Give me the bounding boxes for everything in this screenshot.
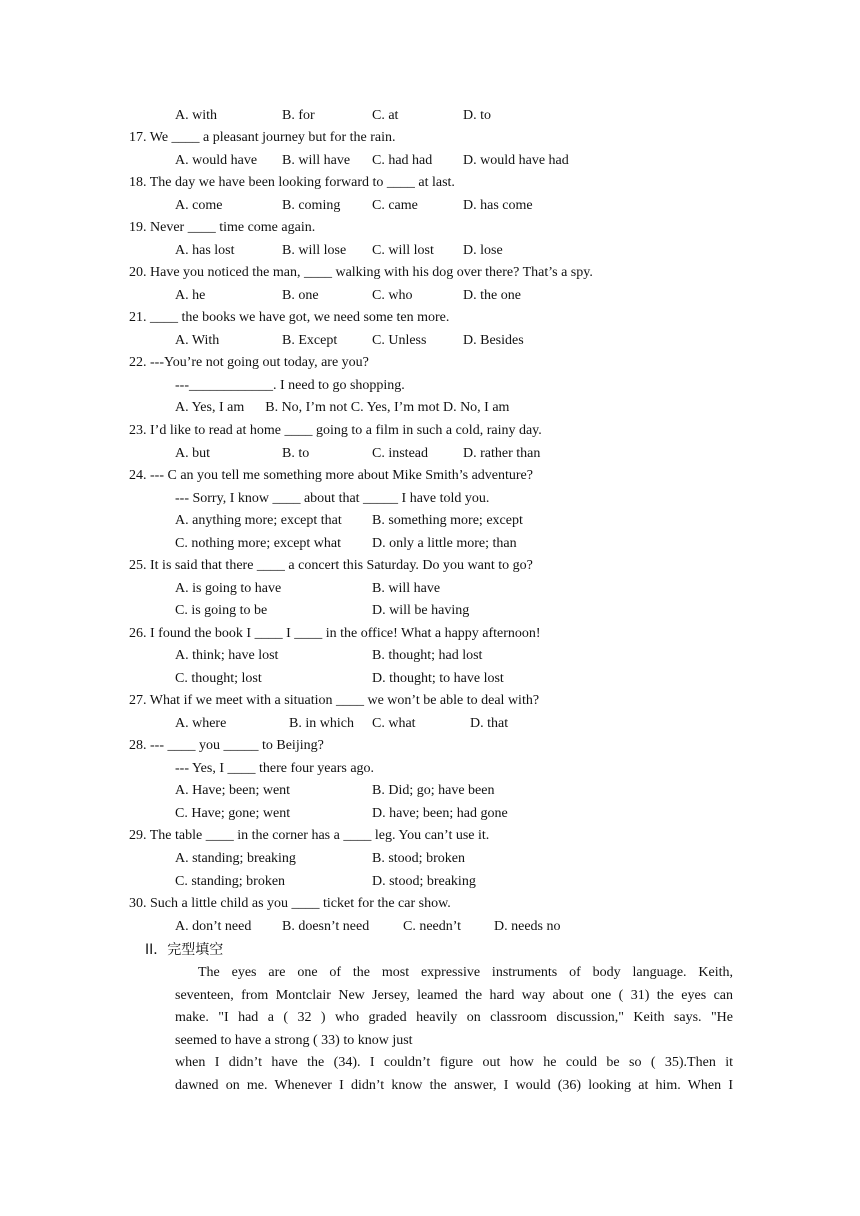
- q17-option-a: A. would have: [175, 153, 258, 168]
- q20-option-a: A. he: [175, 288, 206, 303]
- q17-option-d: D. would have had: [463, 153, 569, 168]
- q24-stem: 24. --- C an you tell me something more about Mike Smith’s adventure?: [129, 468, 533, 483]
- q22-stem: 22. ---You’re not going out today, are you?: [129, 355, 369, 370]
- q18-option-a: A. come: [175, 198, 223, 213]
- passage-line-4: seemed to have a strong ( 33) to know just: [175, 1033, 413, 1048]
- q28-option-c: C. Have; gone; went: [175, 806, 291, 821]
- q28-option-d: D. have; been; had gone: [372, 806, 508, 821]
- q20-stem: 20. Have you noticed the man, ____ walking with his dog over there? That’s a spy.: [129, 265, 593, 280]
- q26-option-d: D. thought; to have lost: [372, 671, 504, 686]
- q29-option-b: B. stood; broken: [372, 851, 465, 866]
- q30-option-c: C. needn’t: [403, 919, 462, 934]
- passage-line-1: The eyes are one of the most expressive instruments of body language. Keith,: [198, 965, 733, 980]
- q28-option-a: A. Have; been; went: [175, 783, 291, 798]
- q20-option-d: D. the one: [463, 288, 521, 303]
- q22-dialogue-line: ---____________. I need to go shopping.: [175, 378, 405, 393]
- q30-option-b: B. doesn’t need: [282, 919, 370, 934]
- q27-option-a: A. where: [175, 716, 227, 731]
- q29-stem: 29. The table ____ in the corner has a ____ leg. You can’t use it.: [129, 828, 490, 843]
- q25-option-c: C. is going to be: [175, 603, 268, 618]
- q26-option-b: B. thought; had lost: [372, 648, 483, 663]
- q19-option-a: A. has lost: [175, 243, 235, 258]
- passage-line-6: dawned on me. Whenever I didn’t know the answer, I would (36) looking at him. When I: [175, 1078, 733, 1093]
- q29-option-d: D. stood; breaking: [372, 874, 476, 889]
- q24-option-d: D. only a little more; than: [372, 536, 517, 551]
- q27-option-c: C. what: [372, 716, 416, 731]
- passage-line-2: seventeen, from Montclair New Jersey, leamed the hard way about one ( 31) the eyes can: [175, 988, 733, 1003]
- q26-option-c: C. thought; lost: [175, 671, 262, 686]
- q23-option-d: D. rather than: [463, 446, 541, 461]
- q19-option-d: D. lose: [463, 243, 503, 258]
- q19-option-c: C. will lost: [372, 243, 434, 258]
- q18-stem: 18. The day we have been looking forward to ____ at last.: [129, 175, 455, 190]
- q29-option-a: A. standing; breaking: [175, 851, 296, 866]
- q20-option-b: B. one: [282, 288, 319, 303]
- q28-option-b: B. Did; go; have been: [372, 783, 495, 798]
- q28-stem: 28. --- ____ you _____ to Beijing?: [129, 738, 324, 753]
- q24-dialogue-line: --- Sorry, I know ____ about that _____ I have told you.: [175, 491, 490, 506]
- q26-stem: 26. I found the book I ____ I ____ in the office! What a happy afternoon!: [129, 626, 541, 641]
- q25-option-a: A. is going to have: [175, 581, 282, 596]
- q24-option-c: C. nothing more; except what: [175, 536, 342, 551]
- q21-stem: 21. ____ the books we have got, we need some ten more.: [129, 310, 450, 325]
- q16-option-d: D. to: [463, 108, 491, 123]
- q22-options-line: A. Yes, I am B. No, I’m not C. Yes, I’m mot D. No, I am: [175, 400, 510, 415]
- q23-option-c: C. instead: [372, 446, 428, 461]
- q25-stem: 25. It is said that there ____ a concert this Saturday. Do you want to go?: [129, 558, 533, 573]
- q28-dialogue-line: --- Yes, I ____ there four years ago.: [175, 761, 375, 776]
- q17-option-b: B. will have: [282, 153, 351, 168]
- q16-option-b: B. for: [282, 108, 315, 123]
- q25-option-d: D. will be having: [372, 603, 470, 618]
- q30-option-d: D. needs no: [494, 919, 561, 934]
- passage-line-3: make. "I had a ( 32 ) who graded heavily on classroom discussion," Keith says. "He: [175, 1010, 733, 1025]
- q19-option-b: B. will lose: [282, 243, 347, 258]
- q25-option-b: B. will have: [372, 581, 441, 596]
- passage-line-5: when I didn’t have the (34). I couldn’t figure out how he could be so ( 35).Then it: [175, 1055, 733, 1070]
- q23-option-b: B. to: [282, 446, 310, 461]
- q18-option-c: C. came: [372, 198, 418, 213]
- q26-option-a: A. think; have lost: [175, 648, 279, 663]
- q21-option-b: B. Except: [282, 333, 338, 348]
- q27-option-b: B. in which: [289, 716, 354, 731]
- q30-option-a: A. don’t need: [175, 919, 252, 934]
- q21-option-a: A. With: [175, 333, 220, 348]
- q30-stem: 30. Such a little child as you ____ ticket for the car show.: [129, 896, 451, 911]
- q24-option-a: A. anything more; except that: [175, 513, 342, 528]
- q16-option-a: A. with: [175, 108, 217, 123]
- q17-option-c: C. had had: [372, 153, 433, 168]
- section-heading: II．完型填空: [145, 942, 224, 958]
- q21-option-c: C. Unless: [372, 333, 427, 348]
- q29-option-c: C. standing; broken: [175, 874, 286, 889]
- q23-stem: 23. I’d like to read at home ____ going to a film in such a cold, rainy day.: [129, 423, 542, 438]
- q24-option-b: B. something more; except: [372, 513, 523, 528]
- q19-stem: 19. Never ____ time come again.: [129, 220, 316, 235]
- q18-option-b: B. coming: [282, 198, 341, 213]
- q18-option-d: D. has come: [463, 198, 533, 213]
- q27-option-d: D. that: [470, 716, 509, 731]
- q20-option-c: C. who: [372, 288, 413, 303]
- q27-stem: 27. What if we meet with a situation ____ we won’t be able to deal with?: [129, 693, 540, 708]
- q21-option-d: D. Besides: [463, 333, 524, 348]
- q23-option-a: A. but: [175, 446, 210, 461]
- q16-option-c: C. at: [372, 108, 399, 123]
- q17-stem: 17. We ____ a pleasant journey but for the rain.: [129, 130, 396, 145]
